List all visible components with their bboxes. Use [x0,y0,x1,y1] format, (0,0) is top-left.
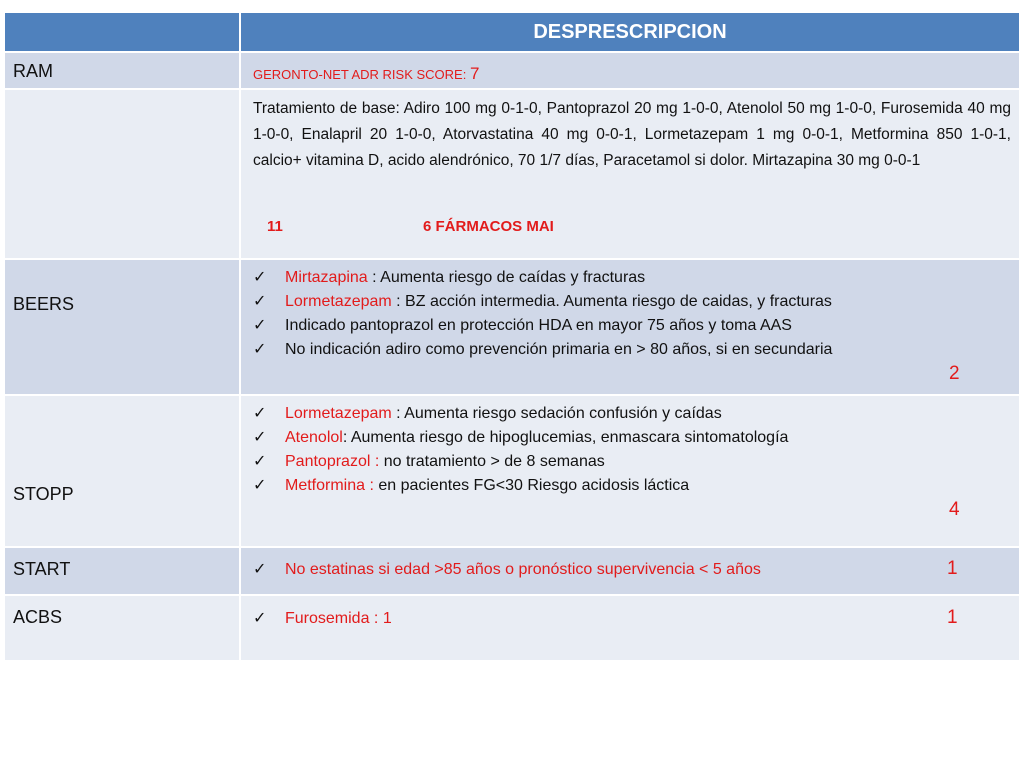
ram-label: RAM [13,61,53,81]
acbs-list [251,607,1011,631]
list-item [251,450,1011,474]
drug-name: Mirtazapina [285,269,368,286]
criterion-text: No indicación adiro como prevención primaria en > 80 años, si en secundaria [285,341,833,358]
ram-text [253,64,479,84]
list-item [251,338,1011,362]
list-item [251,474,1011,498]
criterion-text: Furosemida : 1 [285,610,392,627]
ram-score-label: GERONTO-NET ADR RISK SCORE: [253,67,467,82]
base-treatment-row [5,90,1019,260]
list-item [251,426,1011,450]
acbs-label: ACBS [13,607,63,627]
acbs-row [5,596,1019,662]
check-icon: ✓ [253,269,267,286]
base-treatment-text: Tratamiento de base: Adiro 100 mg 0-1-0, Pantoprazol 20 mg 1-0-0, Atenolol 50 mg 1-0-0, Furosemida 40 mg 1-0-0, Enalapril 20 1-0-0, Atorvastatina 40 mg 0-0-1, Lormetazepam 1 mg 0-0-1, Metformina 850 1-0-1, calcio+ vitamina D, acido alendrónico, 70 1/7 días, Paracetamol si dolor. Mirtazapina 30 mg 0-0-1 [253,100,1011,169]
list-item [251,607,1011,631]
check-icon: ✓ [253,405,267,422]
criterion-text: en pacientes FG<30 Riesgo acidosis láctica [373,477,690,494]
check-icon: ✓ [253,317,267,334]
criterion-text: : BZ acción intermedia. Aumenta riesgo de caidas, y fracturas [391,293,832,310]
drug-name: Lormetazepam [285,405,392,422]
drug-name: Pantoprazol : [285,453,380,470]
start-row [5,548,1019,596]
mai-count: 6 FÁRMACOS MAI [423,218,554,235]
start-score: 1 [947,558,958,579]
drug-name: Metformina : [285,477,374,494]
criterion-text: No estatinas si edad >85 años o pronóstico supervivencia < 5 años [285,561,761,578]
list-item [251,314,1011,338]
criterion-text: : Aumenta riesgo sedación confusión y caídas [391,405,722,422]
check-icon: ✓ [253,453,267,470]
check-icon: ✓ [253,293,267,310]
deprescription-table [5,13,1019,662]
list-item [251,266,1011,290]
criterion-text: Indicado pantoprazol en protección HDA en mayor 75 años y toma AAS [285,317,792,334]
page-title: DESPRESCRIPCION [533,20,727,43]
stopp-score: 4 [949,499,960,520]
header-title-cell [241,13,1019,51]
beers-list [251,266,1011,362]
criterion-text: : Aumenta riesgo de hipoglucemias, enmascara sintomatología [342,429,789,446]
list-item [251,558,1011,582]
header-empty-cell [5,13,241,51]
drug-name: Lormetazepam [285,293,392,310]
beers-row [5,260,1019,396]
start-list [251,558,1011,582]
check-icon: ✓ [253,429,267,446]
criterion-text: no tratamiento > de 8 semanas [379,453,605,470]
drug-count: 11 [267,218,283,235]
ram-score: 7 [469,64,480,83]
list-item [251,290,1011,314]
ram-row [5,53,1019,90]
check-icon: ✓ [253,477,267,494]
check-icon: ✓ [253,561,267,578]
stopp-label: STOPP [13,484,74,504]
criterion-text: : Aumenta riesgo de caídas y fracturas [367,269,646,286]
acbs-score: 1 [947,607,958,628]
beers-label: BEERS [13,294,75,314]
list-item [251,402,1011,426]
check-icon: ✓ [253,341,267,358]
header-row [5,13,1019,53]
start-label: START [13,559,71,579]
check-icon: ✓ [253,610,267,627]
drug-name: Atenolol [285,429,343,446]
beers-score: 2 [949,363,960,384]
stopp-row [5,396,1019,548]
stopp-list [251,402,1011,498]
